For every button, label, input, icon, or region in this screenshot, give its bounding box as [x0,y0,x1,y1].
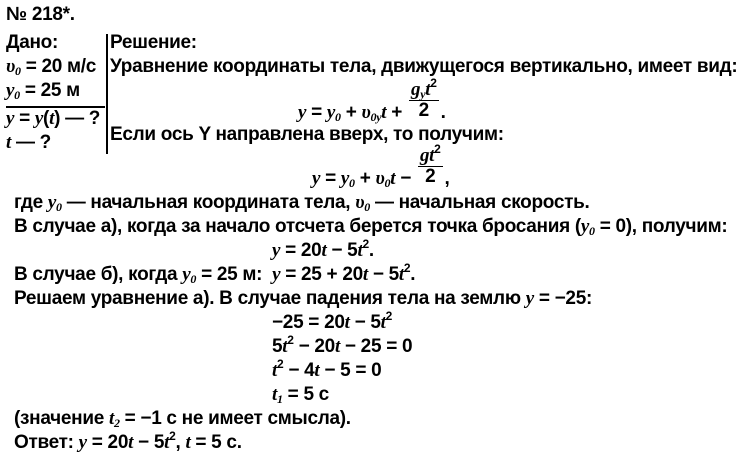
find-y-of-t: y = y(t) — ? [6,108,101,129]
answer: Ответ: $y = 20t - 5t^2$, t = 5 с. [14,429,242,453]
problem-number: № 218*. [6,4,75,25]
solution-line-6: Решаем уравнение а). В случае падения тела на землю y = −25: [14,288,592,309]
equation-step-2: $5t^2 - 20t - 25 = 0$ [272,333,413,357]
given-y0: $y_0 = 25$ м [6,80,80,102]
equation-step-1: $-25 = 20t - 5t^2$ [272,309,392,333]
given-solution-separator [106,34,108,154]
solution-label: Решение: [110,32,197,53]
solution-line-7: (значение $t_2 = -1$ с не имеет смысла). [14,408,351,430]
solution-line-2: Если ось Y направлена вверх, то получим: [110,124,504,145]
find-t: t — ? [6,132,51,153]
equation-upward-axis: $y = y_0 + \upsilon_0t$ − $\frac{gt^2}{2}$ , [312,142,450,190]
equation-general: $y = y_0 + \upsilon_{0y}t$ + $\frac{g_yt^2}{2}$ . [298,76,446,124]
equation-root: $t_1 = 5$ с [272,384,329,406]
solution-line-3: где $y_0$ — начальная координата тела, $\upsilon_0$ — начальная скорость. [14,192,590,214]
equation-step-3: $t^2 - 4t - 5 = 0$ [272,357,382,381]
given-label: Дано: [6,32,59,53]
solution-line-5: В случае б), когда $y_0 = 25$ м: $y = 25 + 20t - 5t^2$. [14,261,416,286]
solution-line-1: Уравнение координаты тела, движущегося вертикально, имеет вид: [110,56,737,77]
solution-line-4: В случае а), когда за начало отсчета берется точка бросания $(y_0 = 0)$, получим: [14,216,728,238]
given-v0: $\upsilon_0 = 20$ м/с [6,56,96,78]
equation-case-a: $y = 20t - 5t^2$. [272,237,374,261]
